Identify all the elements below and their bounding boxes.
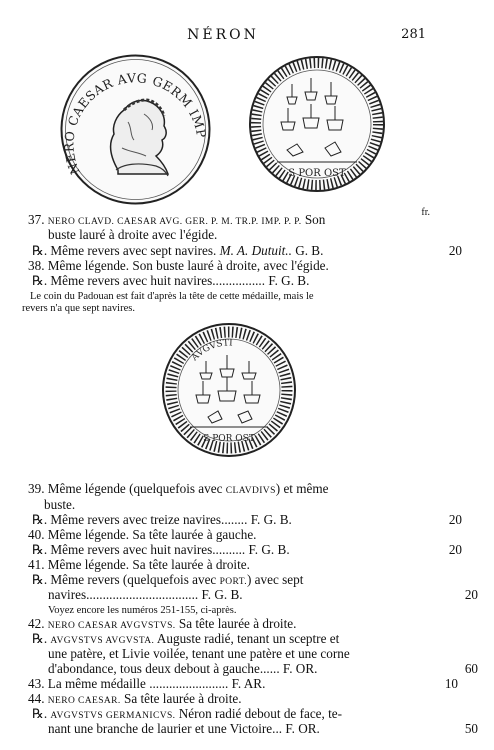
- price: 20: [448, 542, 462, 557]
- entry-text: Même légende. Sa tête laurée à droite.: [44, 557, 250, 572]
- entry-44-line-2: [0, 721, 494, 736]
- entry-text: d'abondance, tous deux debout à gauche......: [48, 661, 280, 676]
- entry-text: ) avec sept: [246, 572, 304, 587]
- price: 50: [464, 721, 478, 736]
- entry-number: 40.: [28, 527, 45, 542]
- entry-37-line-2: buste lauré à droite avec l'égide.: [48, 227, 218, 242]
- coin-legend-text: AVGVSTVS GERMANICVS.: [50, 711, 176, 721]
- entry-text: nant une branche de laurier et une Victoire...: [48, 721, 283, 736]
- recipe-symbol: ℞.: [32, 512, 48, 527]
- price: 60: [464, 661, 478, 676]
- coin-large-reverse-image: [160, 321, 298, 459]
- entry-text: Même légende. Sa tête laurée à gauche.: [44, 527, 257, 542]
- entry-text: Même revers avec sept navires.: [47, 243, 220, 258]
- cross-reference-note: Voyez encore les numéros 251-155, ci-après.: [48, 605, 237, 616]
- price: 20: [464, 587, 478, 602]
- entry-text: Même revers avec huit navires................: [47, 273, 266, 288]
- coin-large-legend-top: AVGVSTI: [189, 338, 233, 364]
- entry-38-line-1: [0, 258, 474, 273]
- price: 20: [448, 243, 462, 258]
- entry-text: Auguste radié, tenant un sceptre et: [154, 631, 340, 646]
- entry-43: [0, 676, 474, 691]
- price: 10: [444, 676, 458, 691]
- entry-number: 41.: [28, 557, 45, 572]
- rarity-mark: F. AR.: [228, 676, 266, 691]
- rarity-mark: F. OR.: [279, 661, 318, 676]
- rarity-mark: F. OR.: [282, 721, 320, 736]
- recipe-symbol: ℞.: [32, 273, 48, 288]
- entry-text: navires..................................: [48, 587, 199, 602]
- entry-text: Même légende. Son buste lauré à droite, avec l'égide.: [44, 258, 329, 273]
- page-title: NÉRON: [187, 27, 259, 43]
- coin-legend-text: AVGVSTVS AVGVSTA.: [50, 636, 155, 646]
- entry-number: 39.: [28, 481, 45, 496]
- entry-number: 42.: [28, 616, 45, 631]
- entry-text: Même légende (quelquefois avec: [44, 481, 226, 496]
- entry-40-reverse: [0, 542, 478, 557]
- rarity-mark: F. G. B.: [247, 512, 292, 527]
- entry-text: Même revers avec huit navires..........: [47, 542, 246, 557]
- rarity-mark: F. G. B.: [198, 587, 243, 602]
- recipe-symbol: ℞.: [32, 572, 48, 587]
- entry-39-reverse: [0, 512, 478, 527]
- entry-text: Même revers avec treize navires........: [47, 512, 248, 527]
- entry-text: Sa tête laurée à droite.: [175, 616, 297, 631]
- entry-41-line-1: [0, 557, 474, 572]
- entry-42-line-3: [0, 661, 494, 676]
- coin-legend-text: NERO CAESAR AVGVSTVS.: [47, 621, 176, 631]
- coin-obverse-legend: NERO CAESAR AVG GERM IMP: [61, 70, 210, 177]
- entry-text: Sa tête laurée à droite.: [120, 691, 242, 706]
- rarity-mark: F. G. B.: [265, 273, 310, 288]
- entry-number: 43.: [28, 676, 45, 691]
- entry-text: La même médaille ........................: [44, 676, 229, 691]
- entry-text: Même revers (quelquefois avec: [47, 572, 220, 587]
- rarity-mark: F. G. B.: [245, 542, 290, 557]
- recipe-symbol: ℞.: [32, 243, 48, 258]
- entry-38-reverse: [0, 273, 478, 288]
- collection-name: M. A. Dutuit..: [219, 243, 292, 258]
- entry-number: 37.: [28, 212, 45, 227]
- coin-reverse-image: [247, 52, 387, 197]
- entry-41-line-2: [0, 587, 494, 602]
- rarity-mark: G. B.: [291, 243, 324, 258]
- entry-text: Néron radié debout de face, te-: [175, 706, 343, 721]
- entry-39-line-2: buste.: [44, 497, 76, 512]
- entry-number: 44.: [28, 691, 45, 706]
- coin-large-legend-bottom: S POR OST: [203, 434, 255, 444]
- coin-legend-text: CLAVDIVS: [225, 486, 276, 496]
- coin-legend-text: NERO CAESAR.: [47, 696, 121, 706]
- entry-42-line-2: une patère, et Livie voilée, tenant une patère et une corne: [48, 646, 350, 661]
- entry-37-reverse: [0, 243, 478, 258]
- note-line-1: Le coin du Padouan est fait d'après la tête de cette médaille, mais le: [30, 291, 314, 302]
- entry-text: ) et même: [275, 481, 329, 496]
- recipe-symbol: ℞.: [32, 542, 48, 557]
- entry-40-line-1: [0, 527, 474, 542]
- entry-number: 38.: [28, 258, 45, 273]
- coin-legend-text: PORT.: [219, 577, 247, 587]
- price: 20: [448, 512, 462, 527]
- page-number: 281: [401, 27, 426, 42]
- fr-note: fr.: [421, 207, 430, 218]
- recipe-symbol: ℞.: [32, 706, 48, 721]
- note-line-2: revers n'a que sept navires.: [22, 303, 135, 314]
- coin-reverse-legend: S POR OST: [288, 168, 346, 179]
- recipe-symbol: ℞.: [32, 631, 48, 646]
- entry-text: Son: [301, 212, 326, 227]
- coin-obverse-image: [58, 52, 213, 207]
- coin-legend-text: NERO CLAVD. CAESAR AVG. GER. P. M. TR.P. IMP. P. P.: [47, 217, 302, 227]
